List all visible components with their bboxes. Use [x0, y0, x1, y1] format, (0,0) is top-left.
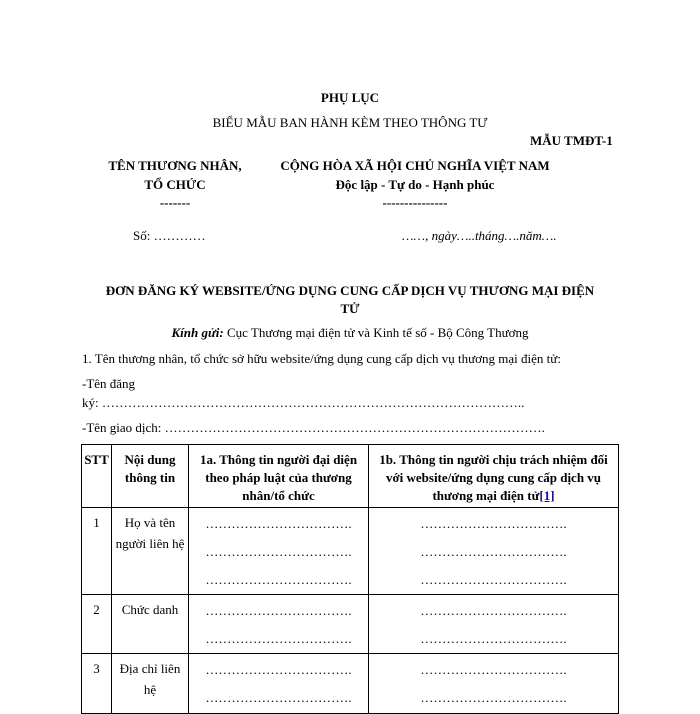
- organization-name-line1: TÊN THƯƠNG NHÂN,: [108, 158, 242, 173]
- legal-rep-fields[interactable]: [189, 508, 369, 595]
- national-divider: ---------------: [382, 195, 448, 210]
- document-date: ……, ngày…..tháng….năm….: [402, 228, 557, 243]
- row-label: Địa chỉ liên hệ: [112, 654, 189, 714]
- organization-divider: -------: [159, 195, 191, 210]
- legal-rep-fields[interactable]: [189, 654, 369, 714]
- header-stt: STT: [82, 445, 112, 508]
- recipient-value: Cục Thương mại điện tử và Kinh tế số - Bộ Công Thương: [223, 325, 529, 340]
- row-label: Họ và tên người liên hệ: [112, 508, 189, 595]
- form-code: MẪU TMĐT-1: [530, 133, 613, 148]
- dots-line: …………………………….: [205, 544, 352, 559]
- responsible-person-fields[interactable]: [369, 654, 619, 714]
- dots-line: …………………………….: [420, 603, 567, 618]
- form-title-line2: TỬ: [340, 301, 360, 316]
- row-number: 2: [82, 595, 112, 654]
- appendix-subtitle: BIỂU MẪU BAN HÀNH KÈM THEO THÔNG TƯ: [212, 115, 488, 130]
- dots-line: …………………………….: [205, 631, 352, 646]
- dots-line: …………………………….: [420, 516, 567, 531]
- dots-line: …………………………….: [420, 662, 567, 677]
- national-title: CỘNG HÒA XÃ HỘI CHỦ NGHĨA VIỆT NAM: [280, 158, 550, 173]
- responsible-person-fields[interactable]: [369, 508, 619, 595]
- row-label: Chức danh: [112, 595, 189, 654]
- row-number: 3: [82, 654, 112, 714]
- header-content: Nội dung thông tin: [112, 445, 189, 508]
- header-legal-representative: 1a. Thông tin người đại diện theo pháp luật của thương nhân/tổ chức: [189, 445, 369, 508]
- responsible-person-fields[interactable]: [369, 595, 619, 654]
- dots-line: …………………………….: [205, 603, 352, 618]
- trade-name-field[interactable]: -Tên giao dịch: …………………………………………………………………………….: [82, 420, 545, 435]
- dots-line: …………………………….: [205, 690, 352, 705]
- header-responsible-person-text: 1b. Thông tin người chịu trách nhiệm đối với website/ứng dụng cung cấp dịch vụ thương mại điện tử: [379, 452, 608, 503]
- dots-line: …………………………….: [420, 544, 567, 559]
- dots-line: …………………………….: [205, 572, 352, 587]
- dots-line: …………………………….: [420, 572, 567, 587]
- header-responsible-person: [369, 445, 619, 508]
- national-motto: Độc lập - Tự do - Hạnh phúc: [335, 177, 495, 192]
- dots-line: …………………………….: [205, 516, 352, 531]
- table-row: [82, 508, 619, 595]
- dots-line: …………………………….: [205, 662, 352, 677]
- form-title-line1: ĐƠN ĐĂNG KÝ WEBSITE/ỨNG DỤNG CUNG CẤP DỊCH VỤ THƯƠNG MẠI ĐIỆN: [105, 283, 595, 298]
- table-row: [82, 654, 619, 714]
- item-1-heading: 1. Tên thương nhân, tổ chức sở hữu website/ứng dụng cung cấp dịch vụ thương mại điện tử:: [82, 351, 561, 366]
- dots-line: …………………………….: [420, 690, 567, 705]
- registered-name-label: -Tên đăng: [82, 376, 136, 391]
- appendix-title: PHỤ LỤC: [320, 90, 380, 105]
- table-row: [82, 595, 619, 654]
- dots-line: …………………………….: [420, 631, 567, 646]
- registered-name-field[interactable]: ký: ……………………………………………………………………………………..: [82, 395, 525, 410]
- legal-rep-fields[interactable]: [189, 595, 369, 654]
- footnote-link[interactable]: [1]: [539, 488, 555, 503]
- document-number: Số: …………: [133, 228, 206, 243]
- registration-table: [81, 444, 619, 714]
- table-header-row: [82, 445, 619, 508]
- organization-name-line2: TỔ CHỨC: [144, 177, 206, 192]
- recipient-label: Kính gửi:: [171, 325, 224, 340]
- row-number: 1: [82, 508, 112, 595]
- recipient-line: [0, 325, 700, 341]
